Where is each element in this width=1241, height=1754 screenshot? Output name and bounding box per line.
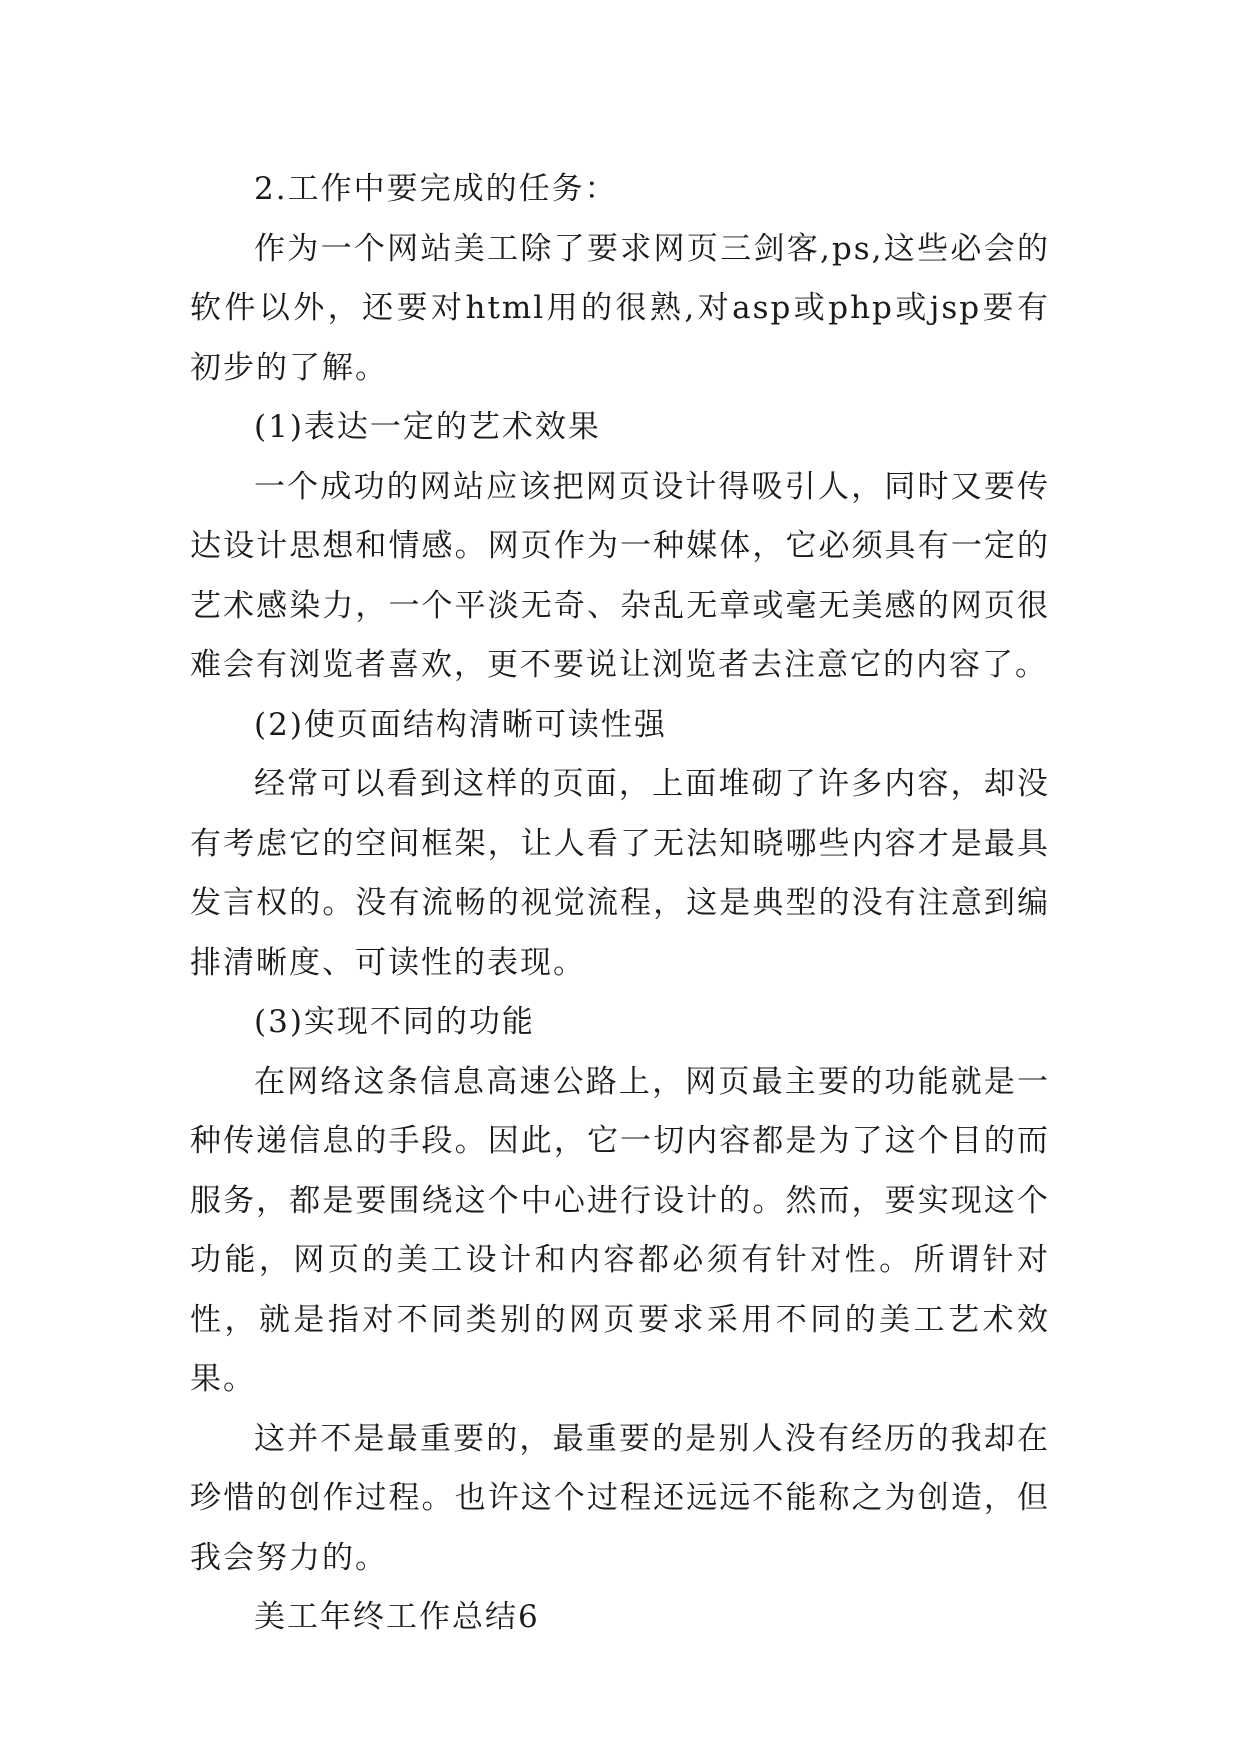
section-heading-tasks: 2.工作中要完成的任务：	[254, 171, 618, 207]
subheading-functions: (3)实现不同的功能	[254, 1004, 535, 1040]
subheading-clear-structure: (2)使页面结构清晰可读性强	[254, 706, 667, 743]
paragraph-functions: 在网络这条信息高速公路上，网页最主要的功能就是一种传递信息的手段。因此，它一切内容都是为了这个目的而服务，都是要围绕这个中心进行设计的。然而，要实现这个功能，网页的美工设计和内容都必须有针对性。所谓针对性，就是指对不同类别的网页要求采用不同的美工艺术效果。	[190, 1063, 1050, 1397]
paragraph-clear-structure: 经常可以看到这样的页面，上面堆砌了许多内容，却没有考虑它的空间框架，让人看了无法知晓哪些内容才是最具发言权的。没有流畅的视觉流程，这是典型的没有注意到编排清晰度、可读性的表现。	[190, 766, 1050, 981]
paragraph-reflection: 这并不是最重要的，最重要的是别人没有经历的我却在珍惜的创作过程。也许这个过程还远远不能称之为创造，但我会努力的。	[190, 1420, 1050, 1576]
section-title-summary-6: 美工年终工作总结6	[254, 1599, 540, 1635]
text-column	[190, 160, 1050, 1648]
paragraph-requirements: 作为一个网站美工除了要求网页三剑客,ps,这些必会的软件以外，还要对html用的很熟,对asp或php或jsp要有初步的了解。	[190, 230, 1050, 386]
paragraph-artistic-effect: 一个成功的网站应该把网页设计得吸引人，同时又要传达设计思想和情感。网页作为一种媒体，它必须具有一定的艺术感染力，一个平淡无奇、杂乱无章或毫无美感的网页很难会有浏览者喜欢，更不要说让浏览者去注意它的内容了。	[190, 468, 1050, 683]
subheading-artistic-effect: (1)表达一定的艺术效果	[254, 409, 601, 445]
